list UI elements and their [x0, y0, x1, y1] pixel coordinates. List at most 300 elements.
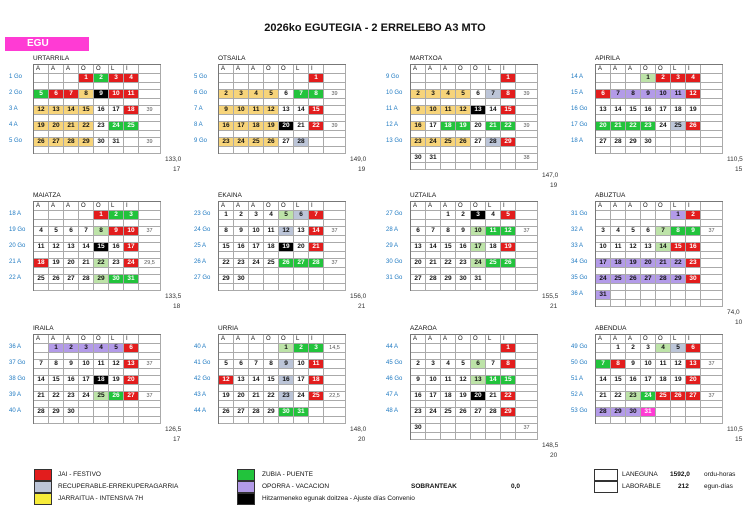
day-cell[interactable]: 28	[34, 408, 49, 417]
day-cell[interactable]: 5	[671, 344, 686, 353]
day-cell[interactable]: 17	[234, 122, 249, 131]
day-cell[interactable]: 13	[686, 360, 701, 369]
day-cell[interactable]: 24	[641, 392, 656, 401]
day-cell[interactable]	[441, 74, 456, 83]
day-cell[interactable]: 4	[34, 227, 49, 236]
day-cell[interactable]: 24	[124, 259, 139, 268]
day-cell[interactable]: 19	[456, 392, 471, 401]
day-cell[interactable]: 6	[686, 344, 701, 353]
day-cell[interactable]: 30	[109, 275, 124, 284]
day-cell[interactable]: 11	[94, 360, 109, 369]
day-cell[interactable]: 20	[234, 392, 249, 401]
day-cell[interactable]: 5	[34, 90, 49, 99]
day-cell[interactable]	[641, 291, 656, 300]
day-cell[interactable]: 28	[611, 138, 626, 147]
day-cell[interactable]	[471, 74, 486, 83]
day-cell[interactable]	[264, 344, 279, 353]
day-cell[interactable]	[686, 291, 701, 300]
day-cell[interactable]: 8	[671, 227, 686, 236]
day-cell[interactable]: 28	[656, 275, 671, 284]
day-cell[interactable]: 15	[309, 106, 324, 115]
day-cell[interactable]	[426, 424, 441, 433]
day-cell[interactable]: 25	[94, 392, 109, 401]
day-cell[interactable]: 19	[501, 243, 516, 252]
day-cell[interactable]	[501, 275, 516, 284]
day-cell[interactable]: 9	[94, 90, 109, 99]
day-cell[interactable]: 10	[109, 90, 124, 99]
day-cell[interactable]: 30	[411, 424, 426, 433]
day-cell[interactable]: 19	[279, 243, 294, 252]
day-cell[interactable]: 14	[64, 106, 79, 115]
day-cell[interactable]: 9	[234, 227, 249, 236]
day-cell[interactable]: 14	[596, 376, 611, 385]
day-cell[interactable]	[64, 74, 79, 83]
day-cell[interactable]: 26	[626, 275, 641, 284]
day-cell[interactable]: 23	[219, 138, 234, 147]
day-cell[interactable]: 18	[611, 259, 626, 268]
day-cell[interactable]	[426, 211, 441, 220]
day-cell[interactable]: 18	[441, 122, 456, 131]
day-cell[interactable]	[686, 138, 701, 147]
day-cell[interactable]	[234, 74, 249, 83]
day-cell[interactable]: 1	[611, 344, 626, 353]
day-cell[interactable]: 13	[294, 227, 309, 236]
day-cell[interactable]: 26	[34, 138, 49, 147]
day-cell[interactable]: 9	[686, 227, 701, 236]
day-cell[interactable]: 19	[686, 106, 701, 115]
day-cell[interactable]: 1	[309, 74, 324, 83]
day-cell[interactable]: 7	[34, 360, 49, 369]
day-cell[interactable]: 8	[94, 227, 109, 236]
day-cell[interactable]	[671, 408, 686, 417]
day-cell[interactable]	[426, 74, 441, 83]
day-cell[interactable]: 3	[234, 90, 249, 99]
day-cell[interactable]: 3	[309, 344, 324, 353]
day-cell[interactable]: 16	[64, 376, 79, 385]
day-cell[interactable]: 20	[124, 376, 139, 385]
day-cell[interactable]: 10	[294, 360, 309, 369]
day-cell[interactable]	[656, 291, 671, 300]
day-cell[interactable]: 10	[426, 106, 441, 115]
day-cell[interactable]: 21	[294, 122, 309, 131]
day-cell[interactable]: 1	[94, 211, 109, 220]
day-cell[interactable]: 22	[626, 122, 641, 131]
day-cell[interactable]	[109, 408, 124, 417]
day-cell[interactable]: 7	[79, 227, 94, 236]
day-cell[interactable]: 6	[234, 360, 249, 369]
day-cell[interactable]: 5	[501, 211, 516, 220]
day-cell[interactable]: 25	[441, 138, 456, 147]
day-cell[interactable]: 30	[279, 408, 294, 417]
day-cell[interactable]: 29	[264, 408, 279, 417]
day-cell[interactable]	[219, 74, 234, 83]
day-cell[interactable]: 7	[596, 360, 611, 369]
day-cell[interactable]: 22	[94, 259, 109, 268]
day-cell[interactable]: 7	[64, 90, 79, 99]
day-cell[interactable]: 19	[49, 259, 64, 268]
day-cell[interactable]	[471, 344, 486, 353]
day-cell[interactable]: 12	[626, 243, 641, 252]
day-cell[interactable]: 17	[426, 122, 441, 131]
day-cell[interactable]: 24	[426, 138, 441, 147]
day-cell[interactable]: 29	[219, 275, 234, 284]
day-cell[interactable]: 25	[249, 138, 264, 147]
day-cell[interactable]: 10	[234, 106, 249, 115]
day-cell[interactable]: 3	[426, 90, 441, 99]
day-cell[interactable]: 20	[411, 259, 426, 268]
day-cell[interactable]: 27	[234, 408, 249, 417]
day-cell[interactable]: 18	[671, 106, 686, 115]
day-cell[interactable]: 16	[94, 106, 109, 115]
day-cell[interactable]: 6	[64, 227, 79, 236]
day-cell[interactable]: 5	[264, 90, 279, 99]
day-cell[interactable]: 5	[626, 227, 641, 236]
day-cell[interactable]: 10	[79, 360, 94, 369]
day-cell[interactable]: 3	[124, 211, 139, 220]
day-cell[interactable]	[596, 211, 611, 220]
day-cell[interactable]: 25	[34, 275, 49, 284]
day-cell[interactable]: 12	[671, 360, 686, 369]
day-cell[interactable]: 10	[641, 360, 656, 369]
day-cell[interactable]: 8	[219, 227, 234, 236]
day-cell[interactable]	[49, 74, 64, 83]
day-cell[interactable]: 24	[471, 259, 486, 268]
day-cell[interactable]	[79, 408, 94, 417]
day-cell[interactable]: 4	[611, 227, 626, 236]
day-cell[interactable]	[64, 211, 79, 220]
day-cell[interactable]: 11	[656, 360, 671, 369]
day-cell[interactable]: 4	[686, 74, 701, 83]
day-cell[interactable]: 23	[94, 122, 109, 131]
day-cell[interactable]: 24	[656, 122, 671, 131]
day-cell[interactable]	[411, 211, 426, 220]
day-cell[interactable]: 16	[626, 376, 641, 385]
day-cell[interactable]: 12	[279, 227, 294, 236]
day-cell[interactable]: 25	[309, 392, 324, 401]
day-cell[interactable]: 19	[264, 122, 279, 131]
day-cell[interactable]: 24	[79, 392, 94, 401]
day-cell[interactable]: 19	[219, 392, 234, 401]
day-cell[interactable]	[656, 211, 671, 220]
day-cell[interactable]: 22	[79, 122, 94, 131]
day-cell[interactable]: 29	[671, 275, 686, 284]
day-cell[interactable]: 6	[641, 227, 656, 236]
day-cell[interactable]: 9	[411, 106, 426, 115]
day-cell[interactable]: 16	[234, 243, 249, 252]
day-cell[interactable]: 24	[234, 138, 249, 147]
day-cell[interactable]	[79, 211, 94, 220]
day-cell[interactable]	[34, 211, 49, 220]
day-cell[interactable]: 14	[309, 227, 324, 236]
day-cell[interactable]: 12	[264, 106, 279, 115]
day-cell[interactable]	[441, 344, 456, 353]
day-cell[interactable]: 31	[109, 138, 124, 147]
day-cell[interactable]: 27	[641, 275, 656, 284]
day-cell[interactable]: 13	[596, 106, 611, 115]
day-cell[interactable]	[596, 344, 611, 353]
day-cell[interactable]: 31	[641, 408, 656, 417]
day-cell[interactable]: 4	[656, 344, 671, 353]
day-cell[interactable]: 1	[79, 74, 94, 83]
day-cell[interactable]	[456, 154, 471, 163]
day-cell[interactable]: 21	[656, 259, 671, 268]
day-cell[interactable]: 21	[486, 122, 501, 131]
day-cell[interactable]: 7	[486, 90, 501, 99]
day-cell[interactable]: 2	[294, 344, 309, 353]
day-cell[interactable]: 1	[641, 74, 656, 83]
day-cell[interactable]: 15	[501, 376, 516, 385]
day-cell[interactable]: 26	[279, 259, 294, 268]
day-cell[interactable]: 26	[49, 275, 64, 284]
day-cell[interactable]: 28	[249, 408, 264, 417]
day-cell[interactable]: 31	[426, 154, 441, 163]
day-cell[interactable]: 14	[294, 106, 309, 115]
day-cell[interactable]	[249, 74, 264, 83]
day-cell[interactable]: 16	[109, 243, 124, 252]
day-cell[interactable]: 11	[441, 106, 456, 115]
day-cell[interactable]: 9	[456, 227, 471, 236]
day-cell[interactable]: 1	[279, 344, 294, 353]
day-cell[interactable]	[426, 344, 441, 353]
day-cell[interactable]: 28	[426, 275, 441, 284]
day-cell[interactable]: 20	[294, 243, 309, 252]
day-cell[interactable]: 6	[471, 90, 486, 99]
day-cell[interactable]: 10	[249, 227, 264, 236]
day-cell[interactable]: 21	[486, 392, 501, 401]
day-cell[interactable]	[124, 138, 139, 147]
day-cell[interactable]: 22	[49, 392, 64, 401]
day-cell[interactable]: 8	[626, 90, 641, 99]
day-cell[interactable]: 26	[501, 259, 516, 268]
day-cell[interactable]: 9	[219, 106, 234, 115]
day-cell[interactable]: 26	[686, 122, 701, 131]
day-cell[interactable]	[671, 138, 686, 147]
day-cell[interactable]: 25	[656, 392, 671, 401]
day-cell[interactable]: 19	[671, 376, 686, 385]
day-cell[interactable]: 2	[626, 344, 641, 353]
day-cell[interactable]: 29	[49, 408, 64, 417]
day-cell[interactable]: 8	[264, 360, 279, 369]
day-cell[interactable]: 1	[441, 211, 456, 220]
day-cell[interactable]	[471, 154, 486, 163]
day-cell[interactable]: 22	[611, 392, 626, 401]
day-cell[interactable]: 14	[79, 243, 94, 252]
day-cell[interactable]: 27	[471, 408, 486, 417]
day-cell[interactable]: 5	[456, 90, 471, 99]
day-cell[interactable]: 11	[34, 243, 49, 252]
day-cell[interactable]	[124, 408, 139, 417]
day-cell[interactable]: 17	[124, 243, 139, 252]
day-cell[interactable]	[294, 275, 309, 284]
day-cell[interactable]: 12	[686, 90, 701, 99]
day-cell[interactable]: 22	[264, 392, 279, 401]
day-cell[interactable]: 9	[641, 90, 656, 99]
day-cell[interactable]: 14	[611, 106, 626, 115]
day-cell[interactable]: 10	[656, 90, 671, 99]
day-cell[interactable]	[249, 344, 264, 353]
day-cell[interactable]: 27	[279, 138, 294, 147]
day-cell[interactable]: 7	[309, 211, 324, 220]
day-cell[interactable]	[486, 344, 501, 353]
day-cell[interactable]	[501, 154, 516, 163]
day-cell[interactable]: 11	[309, 360, 324, 369]
day-cell[interactable]: 8	[611, 360, 626, 369]
day-cell[interactable]	[611, 74, 626, 83]
day-cell[interactable]	[309, 275, 324, 284]
day-cell[interactable]: 14	[486, 106, 501, 115]
day-cell[interactable]: 11	[124, 90, 139, 99]
day-cell[interactable]: 31	[596, 291, 611, 300]
day-cell[interactable]: 4	[441, 360, 456, 369]
day-cell[interactable]	[249, 275, 264, 284]
day-cell[interactable]: 19	[109, 376, 124, 385]
day-cell[interactable]: 4	[249, 90, 264, 99]
day-cell[interactable]: 25	[441, 408, 456, 417]
day-cell[interactable]: 27	[49, 138, 64, 147]
day-cell[interactable]: 5	[279, 211, 294, 220]
day-cell[interactable]: 23	[456, 259, 471, 268]
day-cell[interactable]: 13	[124, 360, 139, 369]
day-cell[interactable]	[656, 408, 671, 417]
day-cell[interactable]: 2	[94, 74, 109, 83]
day-cell[interactable]: 24	[109, 122, 124, 131]
day-cell[interactable]: 9	[626, 360, 641, 369]
day-cell[interactable]: 31	[471, 275, 486, 284]
day-cell[interactable]: 2	[411, 90, 426, 99]
day-cell[interactable]: 1	[219, 211, 234, 220]
day-cell[interactable]: 5	[49, 227, 64, 236]
day-cell[interactable]	[94, 408, 109, 417]
day-cell[interactable]: 17	[641, 376, 656, 385]
day-cell[interactable]	[656, 138, 671, 147]
day-cell[interactable]: 17	[294, 376, 309, 385]
day-cell[interactable]	[501, 424, 516, 433]
day-cell[interactable]: 2	[656, 74, 671, 83]
day-cell[interactable]: 18	[34, 259, 49, 268]
day-cell[interactable]: 12	[219, 376, 234, 385]
day-cell[interactable]: 10	[596, 243, 611, 252]
day-cell[interactable]	[456, 74, 471, 83]
day-cell[interactable]: 11	[264, 227, 279, 236]
day-cell[interactable]: 23	[64, 392, 79, 401]
day-cell[interactable]: 16	[411, 392, 426, 401]
day-cell[interactable]: 26	[219, 408, 234, 417]
day-cell[interactable]: 15	[79, 106, 94, 115]
day-cell[interactable]: 31	[294, 408, 309, 417]
day-cell[interactable]: 19	[626, 259, 641, 268]
day-cell[interactable]	[611, 211, 626, 220]
day-cell[interactable]: 13	[279, 106, 294, 115]
day-cell[interactable]	[441, 154, 456, 163]
day-cell[interactable]: 4	[124, 74, 139, 83]
day-cell[interactable]: 18	[94, 376, 109, 385]
day-cell[interactable]: 23	[686, 259, 701, 268]
day-cell[interactable]: 16	[686, 243, 701, 252]
day-cell[interactable]	[279, 275, 294, 284]
day-cell[interactable]: 9	[411, 376, 426, 385]
day-cell[interactable]: 29	[501, 408, 516, 417]
day-cell[interactable]: 16	[456, 243, 471, 252]
day-cell[interactable]: 26	[456, 138, 471, 147]
day-cell[interactable]: 18	[124, 106, 139, 115]
day-cell[interactable]: 4	[264, 211, 279, 220]
day-cell[interactable]: 8	[309, 90, 324, 99]
day-cell[interactable]: 7	[656, 227, 671, 236]
day-cell[interactable]: 13	[471, 106, 486, 115]
day-cell[interactable]	[471, 424, 486, 433]
day-cell[interactable]: 30	[64, 408, 79, 417]
day-cell[interactable]: 15	[671, 243, 686, 252]
day-cell[interactable]: 3	[641, 344, 656, 353]
day-cell[interactable]	[486, 154, 501, 163]
day-cell[interactable]: 4	[441, 90, 456, 99]
day-cell[interactable]: 31	[124, 275, 139, 284]
day-cell[interactable]: 25	[671, 122, 686, 131]
day-cell[interactable]: 9	[109, 227, 124, 236]
day-cell[interactable]: 20	[471, 122, 486, 131]
day-cell[interactable]: 19	[34, 122, 49, 131]
day-cell[interactable]: 28	[64, 138, 79, 147]
day-cell[interactable]: 29	[94, 275, 109, 284]
day-cell[interactable]: 30	[626, 408, 641, 417]
day-cell[interactable]: 21	[34, 392, 49, 401]
day-cell[interactable]: 6	[49, 90, 64, 99]
day-cell[interactable]: 29	[611, 408, 626, 417]
day-cell[interactable]: 28	[309, 259, 324, 268]
day-cell[interactable]: 8	[79, 90, 94, 99]
day-cell[interactable]: 24	[294, 392, 309, 401]
day-cell[interactable]: 17	[656, 106, 671, 115]
day-cell[interactable]	[626, 211, 641, 220]
day-cell[interactable]: 20	[279, 122, 294, 131]
day-cell[interactable]: 3	[471, 211, 486, 220]
day-cell[interactable]: 25	[486, 259, 501, 268]
day-cell[interactable]: 12	[456, 106, 471, 115]
day-cell[interactable]: 6	[124, 344, 139, 353]
day-cell[interactable]	[441, 424, 456, 433]
day-cell[interactable]	[641, 211, 656, 220]
day-cell[interactable]: 2	[234, 211, 249, 220]
day-cell[interactable]: 17	[79, 376, 94, 385]
day-cell[interactable]: 2	[686, 211, 701, 220]
day-cell[interactable]: 15	[49, 376, 64, 385]
day-cell[interactable]: 27	[411, 275, 426, 284]
day-cell[interactable]: 7	[611, 90, 626, 99]
day-cell[interactable]: 14	[656, 243, 671, 252]
day-cell[interactable]: 16	[219, 122, 234, 131]
day-cell[interactable]: 3	[426, 360, 441, 369]
day-cell[interactable]	[411, 74, 426, 83]
day-cell[interactable]: 30	[234, 275, 249, 284]
day-cell[interactable]: 1	[501, 74, 516, 83]
day-cell[interactable]: 13	[471, 376, 486, 385]
day-cell[interactable]: 8	[441, 227, 456, 236]
day-cell[interactable]: 13	[64, 243, 79, 252]
day-cell[interactable]: 3	[671, 74, 686, 83]
day-cell[interactable]: 26	[456, 408, 471, 417]
day-cell[interactable]: 7	[486, 360, 501, 369]
day-cell[interactable]: 23	[234, 259, 249, 268]
day-cell[interactable]: 14	[34, 376, 49, 385]
day-cell[interactable]: 7	[249, 360, 264, 369]
day-cell[interactable]: 19	[456, 122, 471, 131]
day-cell[interactable]: 14	[249, 376, 264, 385]
day-cell[interactable]: 8	[501, 360, 516, 369]
day-cell[interactable]: 24	[596, 275, 611, 284]
day-cell[interactable]: 11	[671, 90, 686, 99]
day-cell[interactable]	[626, 291, 641, 300]
day-cell[interactable]: 1	[501, 344, 516, 353]
